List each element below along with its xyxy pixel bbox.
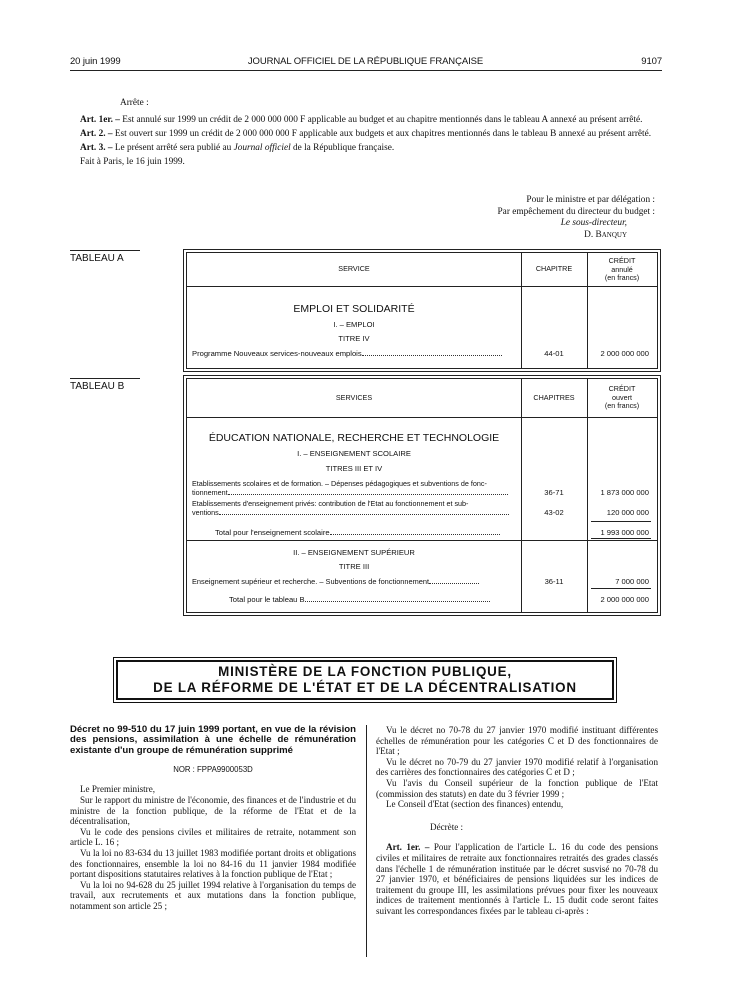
tableau-b-total-1-credit: 1 993 000 000 xyxy=(600,528,649,537)
tableau-b-col-credit: CRÉDIT ouvert (en francs) xyxy=(604,384,640,410)
tableau-b-titre-2: TITRE III xyxy=(338,562,370,571)
ministry-heading-line-2: DE LA RÉFORME DE L'ÉTAT ET DE LA DÉCENTRALISATION xyxy=(153,680,577,695)
decret-rapport: Sur le rapport du ministre de l'économie, des finances et de l'industrie et du ministre de la fonction publique, de la réforme de l'Etat et de la décentralisation, xyxy=(70,795,356,827)
tableau-a-row-credit: 2 000 000 000 xyxy=(600,349,649,358)
tableau-b-row-2-line-2: ventions xyxy=(192,508,509,517)
signature-block xyxy=(340,195,655,241)
tableau-a-section: I. – EMPLOI xyxy=(333,320,375,329)
signature-line-2: Par empêchement du directeur du budget : xyxy=(497,206,655,217)
tableau-b-row-3-credit: 7 000 000 xyxy=(615,577,649,586)
decret-visa-decret-70-79: Vu le décret no 70-79 du 27 janvier 1970 modifié relatif à l'organisation des carrières des fonctionnaires des catégories C et D ; xyxy=(376,756,658,778)
header-journal-title: JOURNAL OFFICIEL DE LA RÉPUBLIQUE FRANÇAISE xyxy=(247,56,484,67)
decret-title: Décret no 99-510 du 17 juin 1999 portant, en vue de la révision des pensions, assimilation à une échelle de rémunération existante d'un groupe de rémunération supprimé xyxy=(70,724,356,756)
tableau-b xyxy=(186,378,658,613)
tableau-a xyxy=(186,252,658,369)
tableau-b-rule xyxy=(70,378,140,379)
tableau-b-titre-1: TITRES III ET IV xyxy=(325,464,383,473)
tableau-b-ministry: ÉDUCATION NATIONALE, RECHERCHE ET TECHNOLOGIE xyxy=(208,432,500,444)
tableau-b-row-2-credit: 120 000 000 xyxy=(606,508,649,517)
arrete-fait: Fait à Paris, le 16 juin 1999. xyxy=(80,157,185,167)
ministry-heading-line-1: MINISTÈRE DE LA FONCTION PUBLIQUE, xyxy=(218,664,512,679)
tableau-b-col-chapitres: CHAPITRES xyxy=(533,393,575,402)
signature-line-1: Pour le ministre et par délégation : xyxy=(526,195,655,205)
arrete-block xyxy=(70,98,662,168)
tableau-b-total-2-credit: 2 000 000 000 xyxy=(600,595,649,604)
tableau-b-section-2: II. – ENSEIGNEMENT SUPÉRIEUR xyxy=(293,548,415,557)
decret-conseil-etat: Le Conseil d'Etat (section des finances) entendu, xyxy=(386,799,564,810)
decret-decrete: Décrète : xyxy=(430,821,464,832)
decret-visa-loi-83: Vu la loi no 83-634 du 13 juillet 1983 modifiée portant droits et obligations des fonctionnaires, ensemble la loi no 84-16 du 11 janvier 1984 modifiée portant dispositions statutaires relatives à la fonction publique de l'Etat ; xyxy=(70,848,356,880)
decret-article-1: Art. 1er. – Pour l'application de l'article L. 16 du code des pensions civiles et militaires de retraite aux fonctionnaires retraités des grades classés dans l'échelle 1 de rémunération instituée par le décret susvisé no 70-78 du 27 janvier 1970, et bénéficiaires de pensions liquidées sur les indices de traitement du groupe III, les assimilations prévues pour fixer les nouveaux indices de traitement mentionnés à l'article L. 15 dudit code seront faites suivant les correspondances fixées par le tableau ci-après : xyxy=(376,842,659,916)
tableau-b-row-3: Enseignement supérieur et recherche. – Subventions de fonctionnement xyxy=(192,577,479,586)
tableau-a-titre: TITRE IV xyxy=(338,334,370,343)
tableau-b-row-1-chapitre: 36-71 xyxy=(544,488,564,497)
header-page-number: 9107 xyxy=(641,56,662,67)
arrete-article-2: Art. 2. – Est ouvert sur 1999 un crédit de 2 000 000 000 F applicable aux budgets et aux chapitres mentionnés dans le tableau B annexé au présent arrêté. xyxy=(80,129,652,139)
arrete-article-3: Art. 3. – Le présent arrêté sera publié au Journal officiel de la République française. xyxy=(80,143,395,153)
decret-nor: NOR : FPPA9900053D xyxy=(173,764,253,774)
tableau-b-row-1-line-1: Etablissements scolaires et de formation. – Dépenses pédagogiques et subventions de fonc- xyxy=(192,479,487,488)
tableau-a-row: Programme Nouveaux services-nouveaux emplois xyxy=(192,349,518,358)
tableau-a-ministry: EMPLOI ET SOLIDARITÉ xyxy=(293,303,415,315)
decret-left-column xyxy=(70,725,356,912)
header-date: 20 juin 1999 xyxy=(70,56,121,67)
tableau-b-row-2-line-1: Etablissements d'enseignement privés: contribution de l'Etat au fonctionnement et sub- xyxy=(192,499,469,508)
tableau-b-row-1-credit: 1 873 000 000 xyxy=(600,488,649,497)
tableau-a-row-chapitre: 44-01 xyxy=(544,349,564,358)
tableau-b-row-2-chapitre: 43-02 xyxy=(544,508,564,517)
decret-visa-loi-94: Vu la loi no 94-628 du 25 juillet 1994 relative à l'organisation du temps de travail, aux recrutements et aux mutations dans la fonction publique, notamment son article 25 ; xyxy=(70,879,356,912)
arrete-intro: Arrête : xyxy=(120,98,149,108)
tableau-a-col-chapitre: CHAPITRE xyxy=(535,264,573,273)
decret-premier-ministre: Le Premier ministre, xyxy=(80,784,156,795)
signature-name: D. Banquy xyxy=(584,229,627,240)
column-divider xyxy=(366,725,367,957)
tableau-a-col-credit: CRÉDIT annulé (en francs) xyxy=(604,256,640,282)
tableau-b-row-1-line-2: tionnement xyxy=(192,488,508,497)
tableau-a-rule xyxy=(70,250,140,251)
ministry-heading xyxy=(116,660,614,700)
decret-visa-decret-70-78: Vu le décret no 70-78 du 27 janvier 1970 modifié instituant différentes échelles de rémunération pour les catégories C et D des fonctionnaires de l'Etat ; xyxy=(376,725,658,757)
signature-line-3: Le sous-directeur, xyxy=(560,218,627,229)
header-rule xyxy=(70,70,662,71)
tableau-b-total-2: Total pour le tableau B xyxy=(229,595,490,604)
tableau-a-col-service: SERVICE xyxy=(338,264,370,273)
tableau-b-label: TABLEAU B xyxy=(70,381,125,392)
tableau-b-section-1: I. – ENSEIGNEMENT SCOLAIRE xyxy=(297,449,411,458)
decret-right-column xyxy=(376,725,658,917)
tableau-a-label: TABLEAU A xyxy=(70,253,124,264)
decret-visa-avis: Vu l'avis du Conseil supérieur de la fonction publique de l'Etat (commission des statuts) en date du 3 février 1999 ; xyxy=(376,777,658,799)
decret-visa-code: Vu le code des pensions civiles et militaires de retraite, notamment son article L. 16 ; xyxy=(70,826,356,848)
tableau-b-col-services: SERVICES xyxy=(335,393,373,402)
tableau-b-row-3-chapitre: 36-11 xyxy=(544,577,564,586)
tableau-b-total-1: Total pour l'enseignement scolaire xyxy=(215,528,500,537)
arrete-article-1: Art. 1er. – Est annulé sur 1999 un crédit de 2 000 000 000 F applicable au budget et au chapitre mentionnés dans le tableau A annexé au présent arrêté. xyxy=(80,115,643,125)
